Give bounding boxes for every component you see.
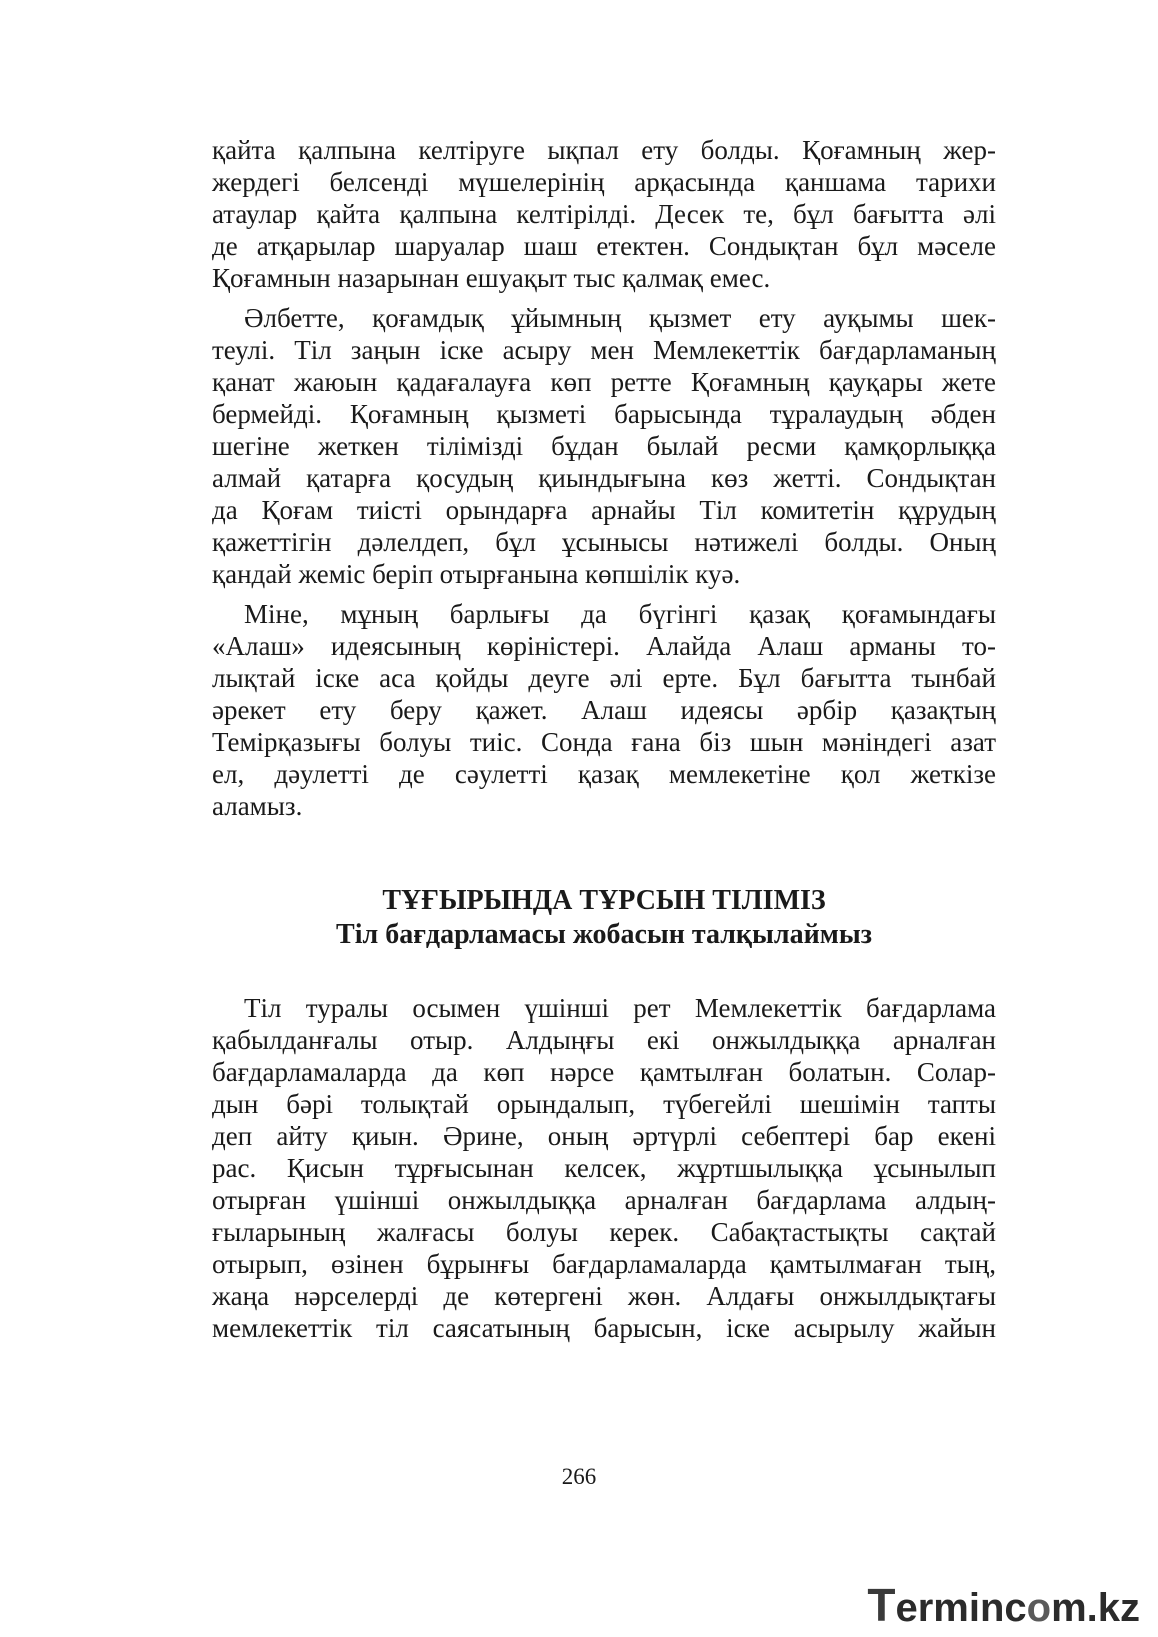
text-line: қандай жеміс беріп отырғанына көпшілік куә. [212, 559, 741, 589]
text-line: теулі. Тіл заңын іске асыру мен Мемлекеттік бағдарламаның [212, 335, 996, 365]
text-line: бермейді. Қоғамның қызметі барысында тұралаудың әбден [212, 399, 996, 429]
watermark-part: m.kz [1051, 1586, 1140, 1630]
text-line: Темірқазығы болуы тиіс. Сонда ғана біз шын мәніндегі азат [212, 727, 996, 757]
text-line: де атқарылар шаруалар шаш етектен. Сондықтан бұл мәселе [212, 231, 996, 261]
text-line: Әлбетте, қоғамдық ұйымның қызмет ету ауқымы шек- [244, 303, 996, 333]
text-line: дын бәрі толықтай орындалып, түбегейлі шешімін тапты [212, 1089, 996, 1119]
watermark-part: o [1026, 1586, 1052, 1630]
termincom-watermark [867, 1578, 1140, 1632]
text-line: отырып, өзінен бұрынғы бағдарламаларда қамтылмаған тың, [212, 1249, 996, 1279]
text-line: отырған үшінші онжылдыққа арналған бағдарлама алдың- [212, 1185, 996, 1215]
text-line: бағдарламаларда да көп нәрсе қамтылған болатын. Солар- [212, 1057, 996, 1087]
text-line: қабылданғалы отыр. Алдыңғы екі онжылдыққа арналған [212, 1025, 996, 1055]
text-line: әрекет ету беру қажет. Алаш идеясы әрбір қазақтың [212, 695, 996, 725]
section-subtitle: Тіл бағдарламасы жобасын талқылаймыз [336, 919, 872, 950]
text-line: аламыз. [212, 791, 303, 821]
text-line: жердегі белсенді мүшелерінің арқасында қаншама тарихи [212, 167, 996, 197]
text-line: деп айту қиын. Әрине, оның әртүрлі себептері бар екені [212, 1121, 996, 1151]
text-line: қанат жаюын қадағалауға көп ретте Қоғамның қауқары жете [212, 367, 996, 397]
text-line: қажеттігін дәлелдеп, бұл ұсынысы нәтижелі болды. Оның [212, 527, 996, 557]
text-line: қайта қалпына келтіруге ықпал ету болды. Қоғамның жер- [212, 135, 996, 165]
text-line: шегіне жеткен тілімізді бұдан былай ресми қамқорлыққа [212, 431, 996, 461]
text-line: Міне, мұның барлығы да бүгінгі қазақ қоғамындағы [244, 599, 996, 629]
text-line: да Қоғам тиісті орындарға арнайы Тіл комитетін құрудың [212, 495, 996, 525]
text-line: ел, дәулетті де сәулетті қазақ мемлекетіне қол жеткізе [212, 759, 996, 789]
text-line: «Алаш» идеясының көріністері. Алайда Алаш арманы то- [212, 631, 996, 661]
watermark-part: erminc [895, 1586, 1027, 1630]
text-line: жаңа нәрселерді де көтергені жөн. Алдағы онжылдықтағы [212, 1281, 996, 1311]
text-line: ғыларының жалғасы болуы керек. Сабақтастықты сақтай [212, 1217, 996, 1247]
text-line: алмай қатарға қосудың қиындығына көз жетті. Сондықтан [212, 463, 996, 493]
text-line: атаулар қайта қалпына келтірілді. Десек те, бұл бағытта әлі [212, 199, 996, 229]
text-line: мемлекеттік тіл саясатының барысын, іске асырылу жайын [212, 1313, 996, 1343]
text-line: Қоғамнын назарынан ешуақыт тыс қалмақ емес. [212, 263, 771, 293]
page-number: 266 [561, 1464, 597, 1489]
text-line: Тіл туралы осымен үшінші рет Мемлекеттік бағдарлама [244, 993, 996, 1023]
watermark-part: T [867, 1579, 896, 1631]
text-line: лықтай іске аса қойды деуге әлі ерте. Бұл бағытта тынбай [212, 663, 996, 693]
text-line: рас. Қисын тұрғысынан келсек, жұртшылыққа ұсынылып [212, 1153, 996, 1183]
section-title: ТҰҒЫРЫНДА ТҰРСЫН ТІЛІМІЗ [382, 885, 826, 916]
